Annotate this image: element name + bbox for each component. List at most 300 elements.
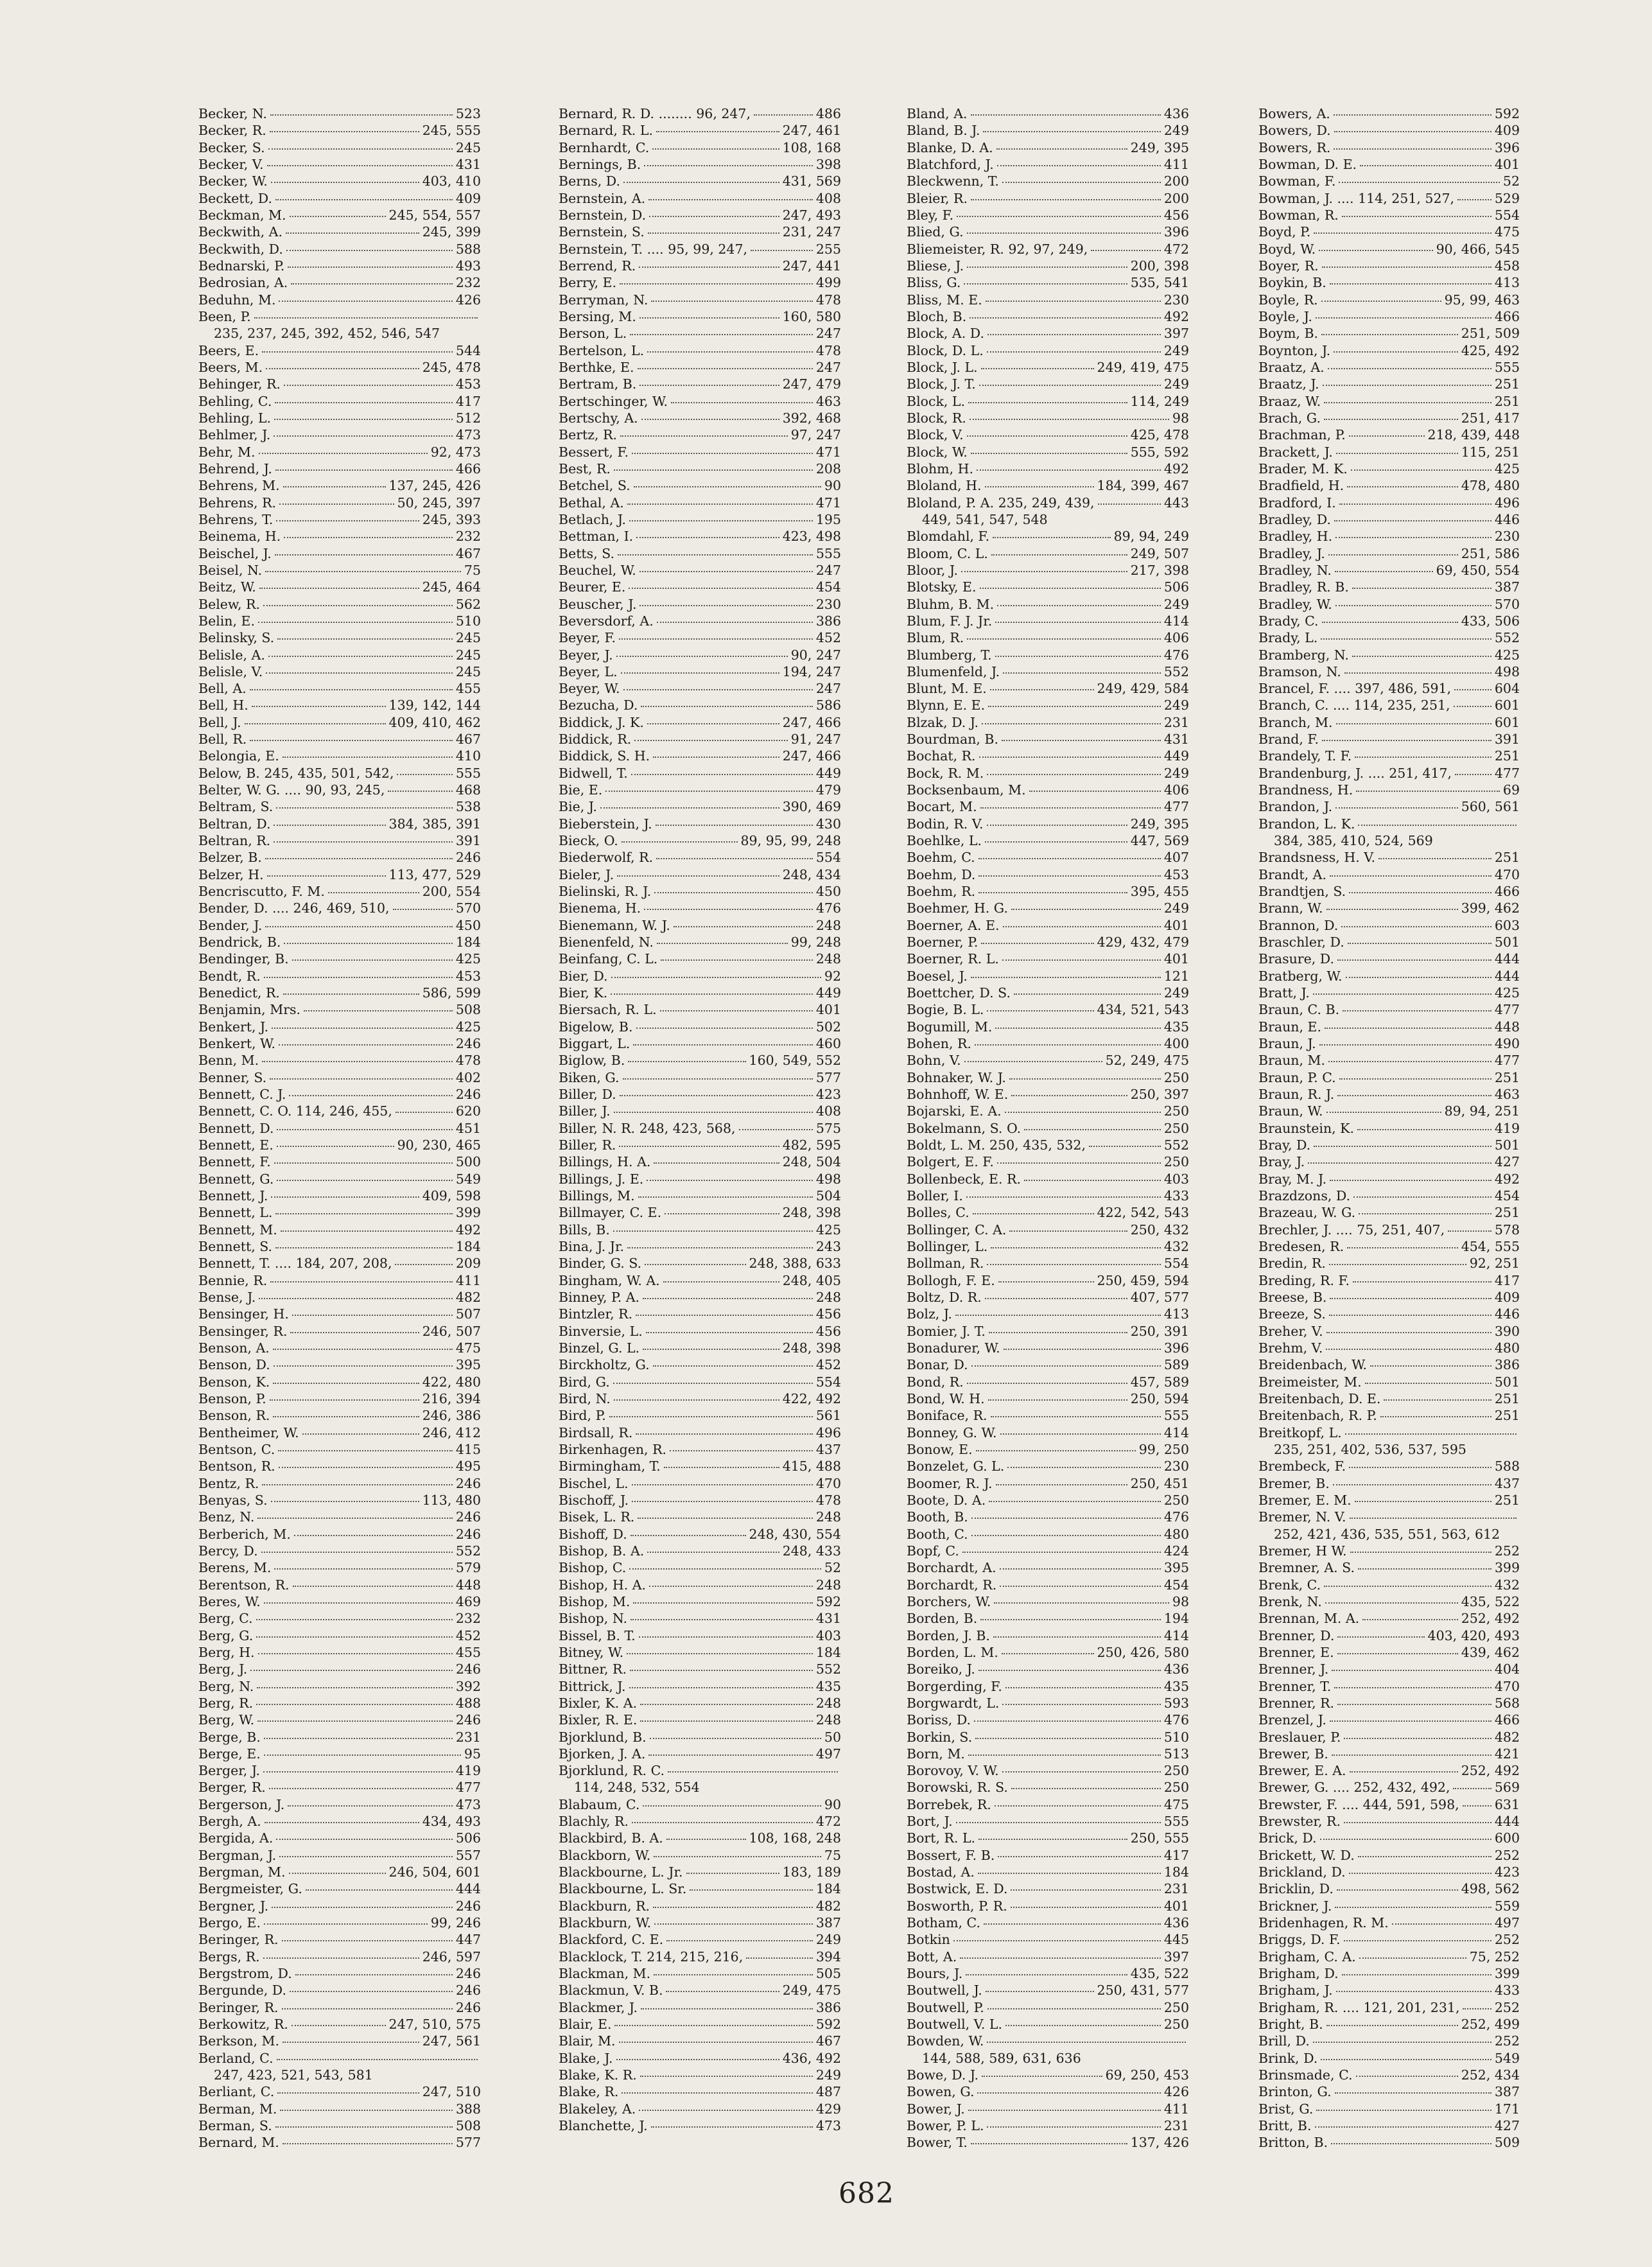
index-entry: [907, 1306, 1189, 1322]
entry-pages: 249: [1163, 765, 1189, 781]
index-entry: [1258, 849, 1520, 866]
entry-pages: 579: [455, 1560, 481, 1576]
entry-name: Brackett, J.: [1258, 444, 1333, 460]
entry-pages: 427: [1494, 2118, 1520, 2134]
entry-name: Beers, M.: [198, 359, 263, 375]
index-entry: [907, 1137, 1189, 1153]
entry-pages: 480: [1494, 1340, 1520, 1356]
entry-name: Blomdahl, F.: [907, 529, 990, 545]
entry-pages: 69: [1502, 782, 1520, 798]
index-entry: [198, 866, 481, 883]
entry-pages: 552: [1163, 1137, 1189, 1153]
entry-pages: 555, 592: [1130, 444, 1189, 460]
dot-leader: [1321, 2059, 1491, 2060]
dot-leader: [643, 1349, 779, 1350]
index-entry: [559, 241, 841, 258]
entry-pages: 413: [1163, 1306, 1189, 1322]
entry-name: Belinsky, S.: [198, 630, 275, 646]
index-entry: [1258, 883, 1520, 900]
dot-leader: [1011, 1907, 1161, 1908]
index-entry: [198, 173, 481, 189]
entry-pages: 395: [1163, 1560, 1189, 1576]
index-entry: [907, 1374, 1189, 1390]
entry-name: Bienema, H.: [559, 900, 641, 916]
index-entry: [559, 1441, 841, 1458]
entry-name: Bentz, R.: [198, 1475, 259, 1491]
entry-name: Bradfield, H.: [1258, 478, 1344, 494]
index-entry: [907, 2067, 1189, 2083]
entry-name: Brenner, T.: [1258, 1678, 1332, 1694]
index-entry: [1258, 1019, 1520, 1035]
entry-name: Brewer, B.: [1258, 1746, 1328, 1762]
index-entry: [198, 139, 481, 156]
dot-leader: [616, 656, 788, 657]
index-entry: [907, 647, 1189, 663]
dot-leader: [967, 267, 1127, 268]
index-column-2: [559, 105, 841, 2134]
dot-leader: [975, 1738, 1161, 1739]
index-entry: [907, 376, 1189, 392]
entry-pages: 535, 541: [1130, 275, 1189, 291]
entry-name: Bertschy, A.: [559, 410, 638, 426]
index-entry: [198, 1729, 481, 1746]
dot-leader: [1359, 1213, 1491, 1214]
index-entry: [559, 562, 841, 579]
entry-name: Bolz, J.: [907, 1306, 952, 1322]
entry-name: Bours, J.: [907, 1966, 963, 1982]
index-entry: [1258, 1086, 1520, 1103]
entry-name: Bishop, M.: [559, 1593, 630, 1609]
index-entry: [559, 1374, 841, 1390]
entry-name: Bolles, C.: [907, 1205, 969, 1221]
index-entry: [907, 1407, 1189, 1424]
index-entry: [1258, 748, 1520, 764]
dot-leader: [1378, 858, 1491, 859]
dot-leader: [614, 2025, 812, 2026]
dot-leader: [1334, 1687, 1491, 1688]
entry-name: Brancel, F. .... 397, 486, 591,: [1258, 681, 1452, 697]
entry-pages: 108, 168: [782, 139, 841, 155]
entry-pages: 436, 492: [782, 2050, 841, 2066]
entry-name: Bremner, A. S.: [1258, 1560, 1355, 1576]
index-entry: [559, 748, 841, 764]
entry-name: Beinema, H.: [198, 529, 281, 545]
index-entry: [559, 2067, 841, 2083]
entry-name: Braun, P. C.: [1258, 1069, 1336, 1085]
index-entry: [198, 613, 481, 629]
index-entry: [1258, 731, 1520, 748]
entry-name: Bowers, D.: [1258, 123, 1331, 139]
entry-name: Bier, K.: [559, 985, 608, 1001]
index-entry: [198, 2016, 481, 2033]
dot-leader: [1355, 1501, 1491, 1502]
dot-leader: [268, 656, 453, 657]
index-entry: [198, 1407, 481, 1424]
index-entry: [907, 1948, 1189, 1965]
dot-leader: [306, 1889, 453, 1891]
entry-name: Boehlke, L.: [907, 833, 982, 849]
dot-leader: [991, 1416, 1161, 1417]
dot-leader: [671, 402, 813, 403]
dot-leader: [1345, 1433, 1517, 1435]
entry-pages: 248: [815, 1289, 841, 1305]
dot-leader: [1333, 1484, 1491, 1485]
dot-leader: [1002, 1771, 1161, 1772]
entry-name: Billings, J. E.: [559, 1171, 644, 1187]
entry-name: Beyer, J.: [559, 647, 613, 663]
index-entry: [1258, 2117, 1520, 2134]
entry-name: Berns, D.: [559, 173, 620, 189]
dot-leader: [270, 1399, 419, 1401]
entry-pages: 488: [455, 1695, 481, 1711]
entry-name: Berg, H.: [198, 1644, 255, 1660]
index-entry: [559, 2016, 841, 2033]
index-entry: [559, 697, 841, 713]
entry-name: Benson, D.: [198, 1357, 270, 1373]
entry-name: Borchardt, R.: [907, 1577, 997, 1593]
dot-leader: [1320, 1839, 1491, 1840]
index-entry: [198, 1847, 481, 1864]
dot-leader: [648, 232, 779, 234]
index-entry: [1258, 2050, 1520, 2067]
entry-pages: 506: [1163, 579, 1189, 595]
dot-leader: [656, 825, 813, 826]
entry-pages: 523: [455, 106, 481, 121]
dot-leader: [292, 1315, 453, 1316]
entry-pages: 470: [815, 1475, 841, 1491]
dot-leader: [259, 1298, 453, 1299]
dot-leader: [666, 1839, 746, 1840]
entry-pages: 249, 395: [1130, 816, 1189, 832]
dot-leader: [1356, 791, 1500, 792]
entry-name: Bie, E.: [559, 782, 603, 798]
entry-pages: 396: [1163, 1340, 1189, 1356]
entry-pages: 194: [1163, 1611, 1189, 1627]
entry-name: Bock, R. M.: [907, 765, 984, 781]
entry-name: Becker, V.: [198, 156, 264, 172]
dot-leader: [987, 1264, 1160, 1265]
entry-name: Becker, N.: [198, 106, 267, 121]
entry-pages: 250, 451: [1130, 1475, 1189, 1491]
index-entry: [1258, 2033, 1520, 2049]
entry-name: Borgwardt, L.: [907, 1695, 1000, 1711]
index-entry: [559, 647, 841, 663]
entry-pages: 478: [455, 1053, 481, 1069]
entry-pages: 248: [815, 917, 841, 933]
entry-name: Behr, M.: [198, 444, 256, 460]
index-entry: [907, 1492, 1189, 1509]
index-entry: [559, 207, 841, 223]
entry-name: Bednarski, P.: [198, 258, 285, 274]
entry-pages: 250, 426, 580: [1097, 1644, 1189, 1660]
index-entry: [198, 2083, 481, 2100]
entry-pages: 249: [815, 1932, 841, 1948]
entry-pages: 247: [815, 326, 841, 342]
dot-leader: [663, 1281, 779, 1282]
dot-leader: [665, 1213, 779, 1214]
dot-leader: [619, 638, 813, 640]
entry-name: Berg, W.: [198, 1712, 255, 1728]
entry-pages: 246: [455, 1966, 481, 1982]
entry-name: Bonadurer, W.: [907, 1340, 1000, 1356]
entry-name: Breitkopf, L.: [1258, 1424, 1342, 1440]
entry-pages: 592: [815, 1593, 841, 1609]
dot-leader: [265, 571, 461, 572]
entry-pages: 217, 398: [1130, 562, 1189, 578]
index-entry: [198, 2033, 481, 2049]
entry-pages: 555: [455, 765, 481, 781]
entry-name: Brenzel, J.: [1258, 1712, 1326, 1728]
index-entry: [907, 495, 1189, 511]
entry-pages: 252: [1494, 1543, 1520, 1559]
entry-name: Brigham, C. A.: [1258, 1948, 1356, 1965]
entry-pages: 216, 394: [422, 1390, 481, 1406]
index-entry: [198, 579, 481, 595]
entry-pages: 92: [824, 968, 841, 984]
index-entry: [559, 816, 841, 832]
index-entry: [198, 1171, 481, 1187]
index-entry: [1258, 1390, 1520, 1407]
dot-leader: [966, 1974, 1127, 1975]
entry-pages: 92, 473: [430, 444, 481, 460]
index-entry: [1258, 1001, 1520, 1018]
entry-name: Blair, M.: [559, 2033, 616, 2049]
entry-name: Bonzelet, G. L.: [907, 1458, 1005, 1475]
entry-pages: 446: [1494, 1306, 1520, 1322]
dot-leader: [978, 858, 1161, 859]
entry-name: Bramberg, N.: [1258, 647, 1349, 663]
dot-leader: [267, 875, 386, 877]
dot-leader: [623, 689, 813, 690]
index-entry: [1258, 1221, 1520, 1238]
entry-pages: 232: [455, 529, 481, 545]
dot-leader: [639, 571, 813, 572]
dot-leader: [979, 757, 1161, 758]
entry-name: Bourdman, B.: [907, 731, 999, 748]
dot-leader: [273, 1416, 419, 1417]
dot-leader: [270, 1078, 453, 1080]
entry-pages: 410: [455, 748, 481, 764]
entry-pages: 75: [464, 562, 481, 578]
entry-pages: 250: [1163, 1069, 1189, 1085]
index-entry: [1258, 2134, 1520, 2151]
dot-leader: [1337, 1653, 1458, 1654]
index-entry: [559, 1880, 841, 1897]
entry-pages: 384, 385, 391: [388, 816, 481, 832]
entry-name: Bossert, F. B.: [907, 1847, 995, 1863]
entry-pages: 50: [824, 1729, 841, 1745]
entry-name: Bendrick, B.: [198, 934, 281, 950]
index-entry: [198, 883, 481, 900]
index-entry: [198, 985, 481, 1001]
index-entry: [198, 562, 481, 579]
index-entry: [1258, 1153, 1520, 1170]
entry-pages: 249: [1163, 123, 1189, 139]
entry-pages: 500: [455, 1154, 481, 1170]
entry-pages: 431: [1163, 731, 1189, 748]
entry-name: Berge, E.: [198, 1746, 261, 1762]
dot-leader: [647, 1180, 813, 1181]
dot-leader: [1003, 672, 1161, 674]
entry-name: Boyle, J.: [1258, 308, 1312, 324]
index-entry: [1258, 1120, 1520, 1137]
dot-leader: [1352, 588, 1491, 589]
index-entry: [198, 1187, 481, 1204]
dot-leader: [629, 1687, 813, 1688]
dot-leader: [1392, 1923, 1491, 1925]
dot-leader: [1009, 1078, 1161, 1080]
index-entry: [198, 1086, 481, 1103]
entry-name: Brinsmade, C.: [1258, 2067, 1353, 2083]
dot-leader: [1346, 977, 1491, 978]
dot-leader: [652, 148, 779, 150]
entry-pages: 496: [815, 1424, 841, 1440]
entry-pages: 200, 554: [422, 884, 481, 900]
dot-leader: [1342, 1974, 1491, 1975]
entry-pages: 90, 230, 465: [397, 1137, 481, 1153]
entry-name: Berliant, C.: [198, 2084, 275, 2100]
dot-leader: [1350, 1771, 1458, 1772]
index-entry: [198, 1678, 481, 1695]
index-entry: [198, 1035, 481, 1052]
dot-leader: [397, 774, 452, 775]
entry-name: Blachly, R.: [559, 1814, 629, 1830]
entry-pages: 114, 249: [1130, 393, 1189, 409]
index-entry: [1258, 1627, 1520, 1644]
entry-pages: 251: [1494, 850, 1520, 866]
index-entry: [1258, 410, 1520, 426]
entry-name: Behrend, J.: [198, 460, 272, 477]
index-entry: [559, 1390, 841, 1407]
entry-pages: 552: [1163, 663, 1189, 679]
index-entry: [559, 444, 841, 460]
entry-pages: 121: [1163, 968, 1189, 984]
entry-name: Bernard, M.: [198, 2135, 279, 2151]
index-entry: [1258, 2101, 1520, 2117]
entry-name: Beinfang, C. L.: [559, 951, 658, 967]
dot-leader: [274, 825, 385, 826]
dot-leader: [644, 165, 813, 166]
entry-name: Bright, B.: [1258, 2017, 1323, 2033]
entry-name: Blackburn, R.: [559, 1898, 650, 1914]
entry-name: Brazeau, W. G.: [1258, 1205, 1356, 1221]
entry-name: Boomer, R. J.: [907, 1475, 993, 1491]
dot-leader: [605, 791, 813, 792]
index-entry: [907, 1880, 1189, 1897]
entry-name: Berger, J.: [198, 1763, 260, 1779]
index-entry: [198, 1965, 481, 1982]
index-entry: [1258, 292, 1520, 308]
entry-name: Bernstein, A.: [559, 190, 646, 206]
entry-name: Betchel, S.: [559, 478, 630, 494]
index-entry: [907, 292, 1189, 308]
dot-leader: [1089, 1146, 1161, 1147]
entry-pages: 387: [1494, 579, 1520, 595]
entry-name: Bray, M. J.: [1258, 1171, 1327, 1187]
entry-pages: 555: [1494, 359, 1520, 375]
entry-name: Blakeley, A.: [559, 2101, 636, 2117]
entry-pages: 445: [1163, 1932, 1189, 1948]
entry-pages: 249, 395: [1130, 139, 1189, 155]
dot-leader: [1328, 1061, 1491, 1062]
index-entry: [1258, 122, 1520, 139]
entry-pages: 247: [815, 562, 841, 578]
dot-leader: [281, 1230, 453, 1232]
index-entry: [1258, 376, 1520, 392]
dot-leader: [265, 1822, 419, 1823]
index-entry: [1258, 1407, 1520, 1424]
dot-leader: [277, 2092, 419, 2094]
dot-leader: [1337, 1636, 1424, 1638]
index-entry: [198, 968, 481, 985]
index-entry: [198, 1627, 481, 1644]
entry-name: Bloland, P. A. 235, 249, 439,: [907, 495, 1095, 511]
index-entry: [198, 410, 481, 426]
index-entry: [1258, 1813, 1520, 1830]
entry-pages: 453: [455, 376, 481, 392]
entry-pages: 504: [815, 1188, 841, 1204]
entry-pages: 252, 421, 436, 535, 551, 563, 612: [1274, 1526, 1500, 1542]
entry-name: Berman, S.: [198, 2118, 272, 2134]
index-entry: [198, 274, 481, 291]
dot-leader: [258, 1653, 453, 1654]
dot-leader: [654, 1162, 779, 1164]
dot-leader: [666, 1991, 779, 1992]
index-entry: [907, 1813, 1189, 1830]
dot-leader: [1330, 1720, 1491, 1722]
entry-pages: 423: [815, 1087, 841, 1103]
entry-name: Brewer, G. .... 252, 432, 492,: [1258, 1780, 1450, 1796]
index-entry: [907, 849, 1189, 866]
entry-name: Blumenfeld, J.: [907, 663, 1000, 679]
dot-leader: [1341, 926, 1491, 927]
index-entry: [1258, 1171, 1520, 1187]
entry-pages: 250, 431, 577: [1097, 1983, 1189, 1999]
dot-leader: [657, 943, 788, 944]
entry-name: Britton, B.: [1258, 2135, 1328, 2151]
index-entry: [1258, 1356, 1520, 1373]
index-entry: [559, 393, 841, 410]
entry-pages: 245: [455, 630, 481, 646]
dot-leader: [986, 1991, 1094, 1992]
entry-name: Biller, R.: [559, 1137, 616, 1153]
dot-leader: [978, 1873, 1161, 1874]
dot-leader: [971, 114, 1161, 116]
index-entry: [198, 1762, 481, 1779]
entry-pages: 509: [1494, 2135, 1520, 2151]
entry-pages: 456: [1163, 207, 1189, 223]
entry-pages: 114, 248, 532, 554: [574, 1780, 700, 1796]
entry-name: Behling, L.: [198, 410, 272, 426]
entry-pages: 89, 94, 251: [1444, 1103, 1520, 1119]
entry-pages: 394: [815, 1948, 841, 1965]
entry-pages: 386: [815, 613, 841, 629]
entry-pages: 446: [1494, 511, 1520, 527]
entry-name: Bieck, O.: [559, 833, 618, 849]
entry-pages: 423, 498: [782, 529, 841, 545]
index-entry: [198, 714, 481, 731]
entry-name: Brickland, D.: [1258, 1864, 1346, 1880]
entry-name: Bowman, J. .... 114, 251, 527,: [1258, 190, 1455, 206]
index-entry: [559, 1779, 841, 1796]
index-entry: [907, 477, 1189, 494]
entry-name: Blanke, D. A.: [907, 139, 993, 155]
entry-pages: 247, 466: [782, 714, 841, 730]
index-entry: [907, 1661, 1189, 1677]
entry-pages: 451: [455, 1120, 481, 1136]
entry-name: Bojarski, E. A.: [907, 1103, 1002, 1119]
entry-name: Berthke, E.: [559, 359, 634, 375]
